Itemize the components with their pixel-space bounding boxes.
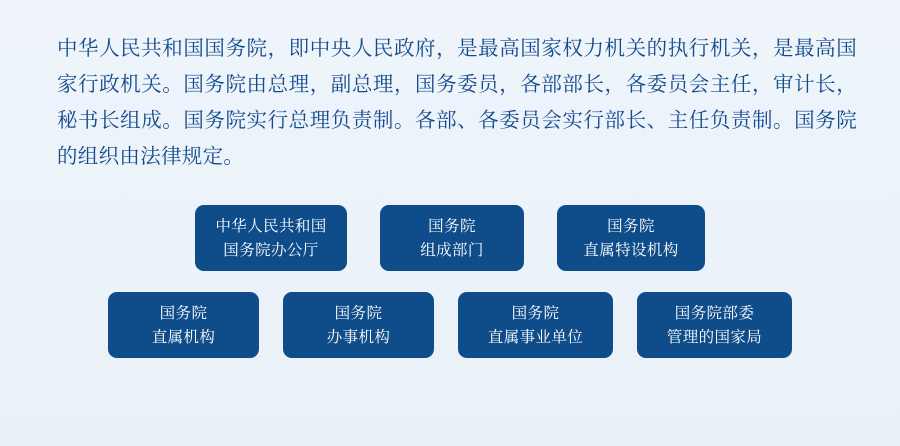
node-line-2: 办事机构 xyxy=(326,328,391,346)
node-line-2: 直属特设机构 xyxy=(583,241,679,259)
node-line-2: 管理的国家局 xyxy=(666,328,763,346)
node-line-1: 国务院部委 xyxy=(674,304,755,322)
node-line-2: 直属事业单位 xyxy=(487,328,584,346)
intro-paragraph: 中华人民共和国国务院，即中央人民政府，是最高国家权力机关的执行机关，是最高国家行政机关。国务院由总理，副总理，国务委员，各部部长，各委员会主任，审计长，秘书长组成。国务院实行总理负责制。各部、各委员会实行部长、主任负责制。国务院的组织由法律规定。 xyxy=(57,36,857,168)
node-line-2: 直属机构 xyxy=(151,328,216,346)
node-line-1: 国务院 xyxy=(334,304,383,322)
node-public-institutions xyxy=(458,292,613,358)
node-line-1: 国务院 xyxy=(607,217,655,235)
node-state-council-general-office xyxy=(195,205,347,271)
node-state-administrations xyxy=(637,292,792,358)
node-line-1: 国务院 xyxy=(428,217,476,235)
node-line-1: 国务院 xyxy=(159,304,208,322)
node-administrative-offices xyxy=(283,292,434,358)
node-line-1: 中华人民共和国 xyxy=(215,217,327,235)
node-directly-affiliated-agencies xyxy=(108,292,259,358)
node-line-1: 国务院 xyxy=(511,304,560,322)
node-special-organization xyxy=(557,205,705,271)
node-line-2: 组成部门 xyxy=(420,241,484,259)
node-line-2: 国务院办公厅 xyxy=(223,241,319,259)
org-structure-diagram xyxy=(0,205,900,358)
diagram-row-2 xyxy=(0,292,900,358)
node-constituent-departments xyxy=(380,205,524,271)
diagram-row-1 xyxy=(0,205,900,271)
